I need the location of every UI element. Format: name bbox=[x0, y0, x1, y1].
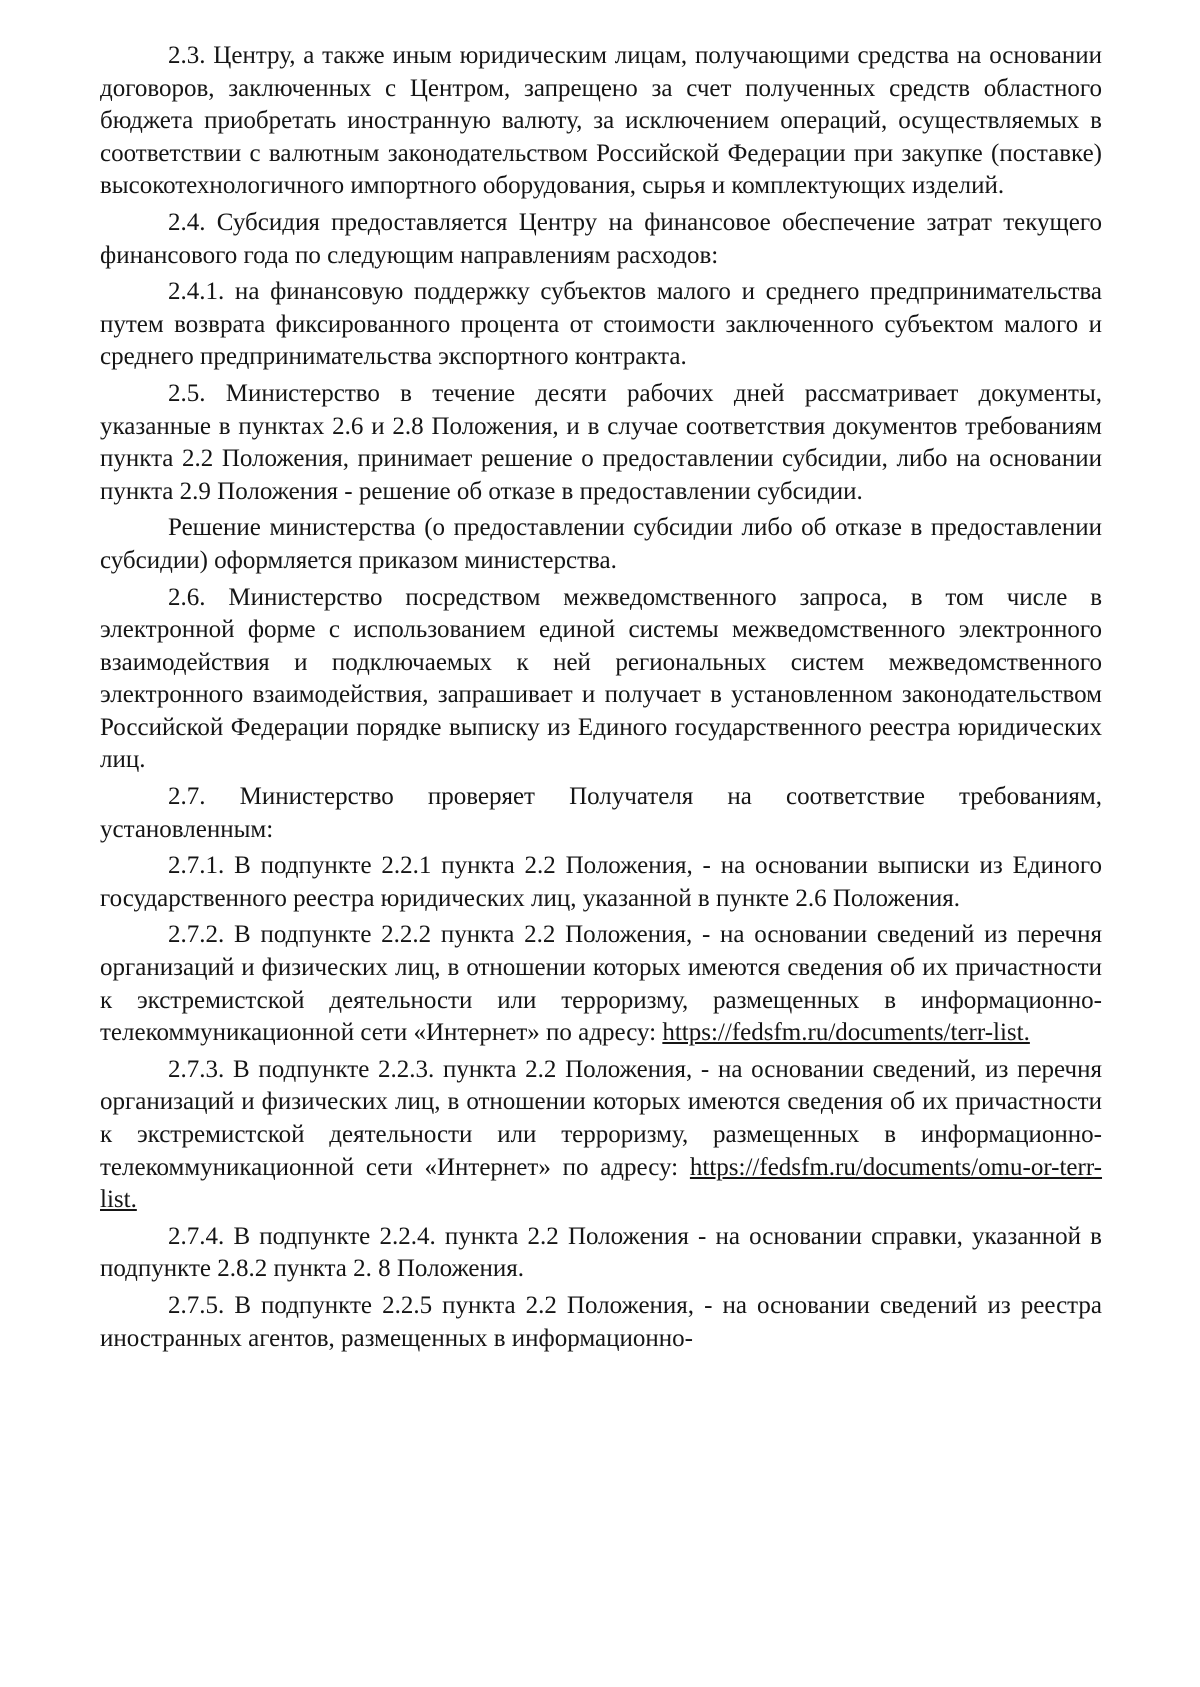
paragraph-2-7-3-text: 2.7.3. В подпункте 2.2.3. пункта 2.2 Положения, - на основании сведений, из перечня организаций и физических лиц, в отношении которых имеются сведения об их причастности к экстремистской деятельности или терроризму, размещенных в информационно-телекоммуникационной сети «Интернет» по адресу: bbox=[100, 1055, 1102, 1181]
paragraph-decision: Решение министерства (о предоставлении субсидии либо об отказе в предоставлении субсидии) оформляется приказом министерства. bbox=[100, 514, 1102, 574]
paragraph-2-7-3 bbox=[100, 1054, 1102, 1217]
paragraph-2-3: 2.3. Центру, а также иным юридическим лицам, получающими средства на основании договоров, заключенных с Центром, запрещено за счет полученных средств областного бюджета приобретать иностранную валюту, за исключением операций, осуществляемых в соответствии с валютным законодательством Российской Федерации при закупке (поставке) высокотехнологичного импортного оборудования, сырья и комплектующих изделий. bbox=[100, 42, 1102, 200]
paragraph-2-4: 2.4. Субсидия предоставляется Центру на финансовое обеспечение затрат текущего финансового года по следующим направлениям расходов: bbox=[100, 208, 1102, 269]
paragraph-2-6: 2.6. Министерство посредством межведомственного запроса, в том числе в электронной форме с использованием единой системы межведомственного электронного взаимодействия и подключаемых к ней региональных систем межведомственного электронного взаимодействия, запрашивает и получает в установленном законодательством Российской Федерации порядке выписку из Единого государственного реестра юридических лиц. bbox=[100, 583, 1102, 774]
paragraph-2-7-2 bbox=[100, 919, 1102, 1049]
paragraph-2-7: 2.7. Министерство проверяет Получателя на соответствие требованиям, установленным: bbox=[100, 783, 1102, 843]
paragraph-2-7-1: 2.7.1. В подпункте 2.2.1 пункта 2.2 Положения, - на основании выписки из Единого государственного реестра юридических лиц, указанной в пункте 2.6 Положения. bbox=[100, 852, 1102, 912]
terr-list-link[interactable]: https://fedsfm.ru/documents/terr-list. bbox=[662, 1019, 1030, 1047]
omu-terr-list-link[interactable]: https://fedsfm.ru/documents/omu-or-terr-list. bbox=[100, 1153, 1103, 1214]
paragraph-2-7-2-text: 2.7.2. В подпункте 2.2.2 пункта 2.2 Положения, - на основании сведений из перечня организаций и физических лиц, в отношении которых имеются сведения об их причастности к экстремистской деятельности или терроризму, размещенных в информационно-телекоммуникационной сети «Интернет» по адресу: bbox=[100, 921, 1102, 1047]
paragraph-2-5: 2.5. Министерство в течение десяти рабочих дней рассматривает документы, указанные в пунктах 2.6 и 2.8 Положения, и в случае соответствия документов требованиям пункта 2.2 Положения, принимает решение о предоставлении субсидии, либо на основании пункта 2.9 Положения - решение об отказе в предоставлении субсидии. bbox=[100, 379, 1102, 505]
paragraph-2-7-5: 2.7.5. В подпункте 2.2.5 пункта 2.2 Положения, - на основании сведений из реестра иностранных агентов, размещенных в информационно- bbox=[100, 1291, 1102, 1352]
paragraph-2-7-4: 2.7.4. В подпункте 2.2.4. пункта 2.2 Положения - на основании справки, указанной в подпункте 2.8.2 пункта 2. 8 Положения. bbox=[100, 1222, 1102, 1283]
paragraph-2-4-1: 2.4.1. на финансовую поддержку субъектов малого и среднего предпринимательства путем возврата фиксированного процента от стоимости заключенного субъектом малого и среднего предпринимательства экспортного контракта. bbox=[100, 278, 1102, 371]
document-page bbox=[100, 40, 1102, 1359]
